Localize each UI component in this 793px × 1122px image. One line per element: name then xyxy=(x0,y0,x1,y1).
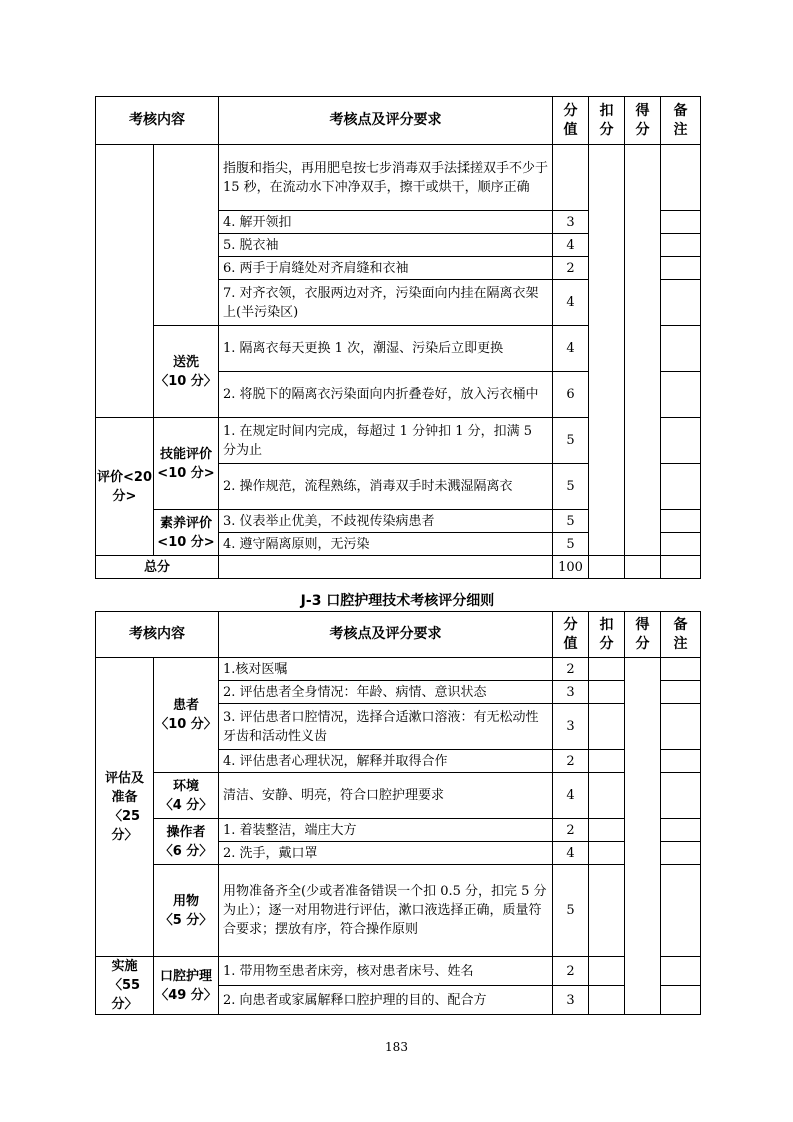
total-got-cell xyxy=(625,556,661,579)
table-header-row xyxy=(96,612,701,658)
header-note: 备 注 xyxy=(661,612,701,658)
note-cell xyxy=(661,681,701,704)
category-wash: 送洗 〈10 分〉 xyxy=(154,326,219,418)
note-cell xyxy=(661,658,701,681)
score-value: 3 xyxy=(553,986,589,1015)
criterion-text: 用物准备齐全(少或者准备错误一个扣 0.5 分，扣完 5 分为止）；逐一对用物进行评估，漱口液选择正确，质量符合要求；摆放有序，符合操作原则 xyxy=(219,865,553,957)
header-deduct: 扣 分 xyxy=(589,612,625,658)
category-oral-care: 口腔护理 〈49 分〉 xyxy=(154,957,219,1015)
score-value: 4 xyxy=(553,842,589,865)
total-empty-cell xyxy=(219,556,553,579)
deduct-cell xyxy=(589,842,625,865)
table-row xyxy=(96,865,701,957)
deduct-cell xyxy=(589,865,625,957)
deduct-cell xyxy=(589,819,625,842)
header-score: 分 值 xyxy=(553,612,589,658)
criterion-text: 清洁、安静、明亮，符合口腔护理要求 xyxy=(219,773,553,819)
note-cell xyxy=(661,704,701,750)
score-value: 5 xyxy=(553,510,589,533)
criterion-text: 1. 着装整洁，端庄大方 xyxy=(219,819,553,842)
header-points: 考核点及评分要求 xyxy=(219,612,553,658)
note-cell xyxy=(661,957,701,986)
score-value: 4 xyxy=(553,280,589,326)
note-cell xyxy=(661,280,701,326)
criterion-text: 1.核对医嘱 xyxy=(219,658,553,681)
criterion-text: 1. 在规定时间内完成，每超过 1 分钟扣 1 分，扣满 5 分为止 xyxy=(219,418,553,464)
table-row xyxy=(96,819,701,842)
category-cell-continued xyxy=(96,145,154,418)
header-content: 考核内容 xyxy=(96,612,219,658)
score-value: 5 xyxy=(553,865,589,957)
header-points: 考核点及评分要求 xyxy=(219,97,553,145)
score-value: 4 xyxy=(553,326,589,372)
deduct-cell xyxy=(589,145,625,556)
criterion-text: 2. 将脱下的隔离衣污染面向内折叠卷好，放入污衣桶中 xyxy=(219,372,553,418)
note-cell xyxy=(661,372,701,418)
category-skill-evaluation: 技能评价 <10 分> xyxy=(154,418,219,510)
score-value: 3 xyxy=(553,681,589,704)
total-deduct-cell xyxy=(589,556,625,579)
score-value: 2 xyxy=(553,658,589,681)
table-row xyxy=(96,145,701,211)
criterion-text: 4. 遵守隔离原则，无污染 xyxy=(219,533,553,556)
note-cell xyxy=(661,257,701,280)
table-row xyxy=(96,773,701,819)
criterion-text: 1. 隔离衣每天更换 1 次，潮湿、污染后立即更换 xyxy=(219,326,553,372)
score-value: 2 xyxy=(553,957,589,986)
deduct-cell xyxy=(589,986,625,1015)
score-value: 6 xyxy=(553,372,589,418)
category-quality-evaluation: 素养评价 <10 分> xyxy=(154,510,219,556)
note-cell xyxy=(661,464,701,510)
header-note: 备 注 xyxy=(661,97,701,145)
criterion-text: 指腹和指尖，再用肥皂按七步消毒双手法揉搓双手不少于 15 秒，在流动水下冲净双手，擦干或烘干，顺序正确 xyxy=(219,145,553,211)
note-cell xyxy=(661,865,701,957)
category-evaluation: 评价<20 分> xyxy=(96,418,154,556)
score-value: 4 xyxy=(553,234,589,257)
criterion-text: 6. 两手于肩缝处对齐肩缝和衣袖 xyxy=(219,257,553,280)
note-cell xyxy=(661,234,701,257)
note-cell xyxy=(661,986,701,1015)
deduct-cell xyxy=(589,957,625,986)
table-row xyxy=(96,658,701,681)
table-row xyxy=(96,957,701,986)
criterion-text: 2. 洗手，戴口罩 xyxy=(219,842,553,865)
category-patient: 患者 〈10 分〉 xyxy=(154,658,219,773)
header-got: 得 分 xyxy=(625,612,661,658)
score-value: 5 xyxy=(553,464,589,510)
total-score: 100 xyxy=(553,556,589,579)
criterion-text: 1. 带用物至患者床旁，核对患者床号、姓名 xyxy=(219,957,553,986)
page-number: 183 xyxy=(385,1040,408,1054)
deduct-cell xyxy=(589,750,625,773)
note-cell xyxy=(661,418,701,464)
criterion-text: 2. 评估患者全身情况：年龄、病情、意识状态 xyxy=(219,681,553,704)
header-deduct: 扣 分 xyxy=(589,97,625,145)
category-environment: 环境 〈4 分〉 xyxy=(154,773,219,819)
note-cell xyxy=(661,326,701,372)
score-value: 4 xyxy=(553,773,589,819)
score-value: 2 xyxy=(553,257,589,280)
note-cell xyxy=(661,211,701,234)
score-value: 5 xyxy=(553,418,589,464)
note-cell xyxy=(661,510,701,533)
scoring-table-oral-care xyxy=(95,611,701,1015)
category-operator: 操作者 〈6 分〉 xyxy=(154,819,219,865)
deduct-cell xyxy=(589,704,625,750)
criterion-text: 7. 对齐衣领，衣服两边对齐，污染面向内挂在隔离衣架上(半污染区) xyxy=(219,280,553,326)
score-value: 3 xyxy=(553,704,589,750)
score-value: 5 xyxy=(553,533,589,556)
header-got: 得 分 xyxy=(625,97,661,145)
category-assessment-prep: 评估及 准备 〈25 分〉 xyxy=(96,658,154,957)
table-header-row xyxy=(96,97,701,145)
note-cell xyxy=(661,773,701,819)
criterion-text: 2. 操作规范，流程熟练，消毒双手时未溅湿隔离衣 xyxy=(219,464,553,510)
score-value: 3 xyxy=(553,211,589,234)
got-cell xyxy=(625,145,661,556)
deduct-cell xyxy=(589,658,625,681)
category-supplies: 用物 〈5 分〉 xyxy=(154,865,219,957)
section-title: J-3 口腔护理技术考核评分细则 xyxy=(300,593,495,609)
note-cell xyxy=(661,750,701,773)
header-score: 分 值 xyxy=(553,97,589,145)
subcategory-cell-continued xyxy=(154,145,219,326)
criterion-text: 2. 向患者或家属解释口腔护理的目的、配合方 xyxy=(219,986,553,1015)
criterion-text: 4. 解开领扣 xyxy=(219,211,553,234)
criterion-text: 3. 仪表举止优美，不歧视传染病患者 xyxy=(219,510,553,533)
note-cell xyxy=(661,556,701,579)
total-label: 总分 xyxy=(96,556,219,579)
scoring-table-isolation-gown xyxy=(95,96,701,579)
deduct-cell xyxy=(589,773,625,819)
criterion-text: 3. 评估患者口腔情况，选择合适漱口溶液：有无松动性牙齿和活动性义齿 xyxy=(219,704,553,750)
criterion-text: 4. 评估患者心理状况，解释并取得合作 xyxy=(219,750,553,773)
criterion-text: 5. 脱衣袖 xyxy=(219,234,553,257)
score-value: 2 xyxy=(553,819,589,842)
total-row xyxy=(96,556,701,579)
note-cell xyxy=(661,533,701,556)
category-implementation: 实施 〈55 分〉 xyxy=(96,957,154,1015)
note-cell xyxy=(661,145,701,211)
deduct-cell xyxy=(589,681,625,704)
got-cell xyxy=(625,658,661,1015)
score-value: 2 xyxy=(553,750,589,773)
score-value xyxy=(553,145,589,211)
header-content: 考核内容 xyxy=(96,97,219,145)
note-cell xyxy=(661,842,701,865)
note-cell xyxy=(661,819,701,842)
